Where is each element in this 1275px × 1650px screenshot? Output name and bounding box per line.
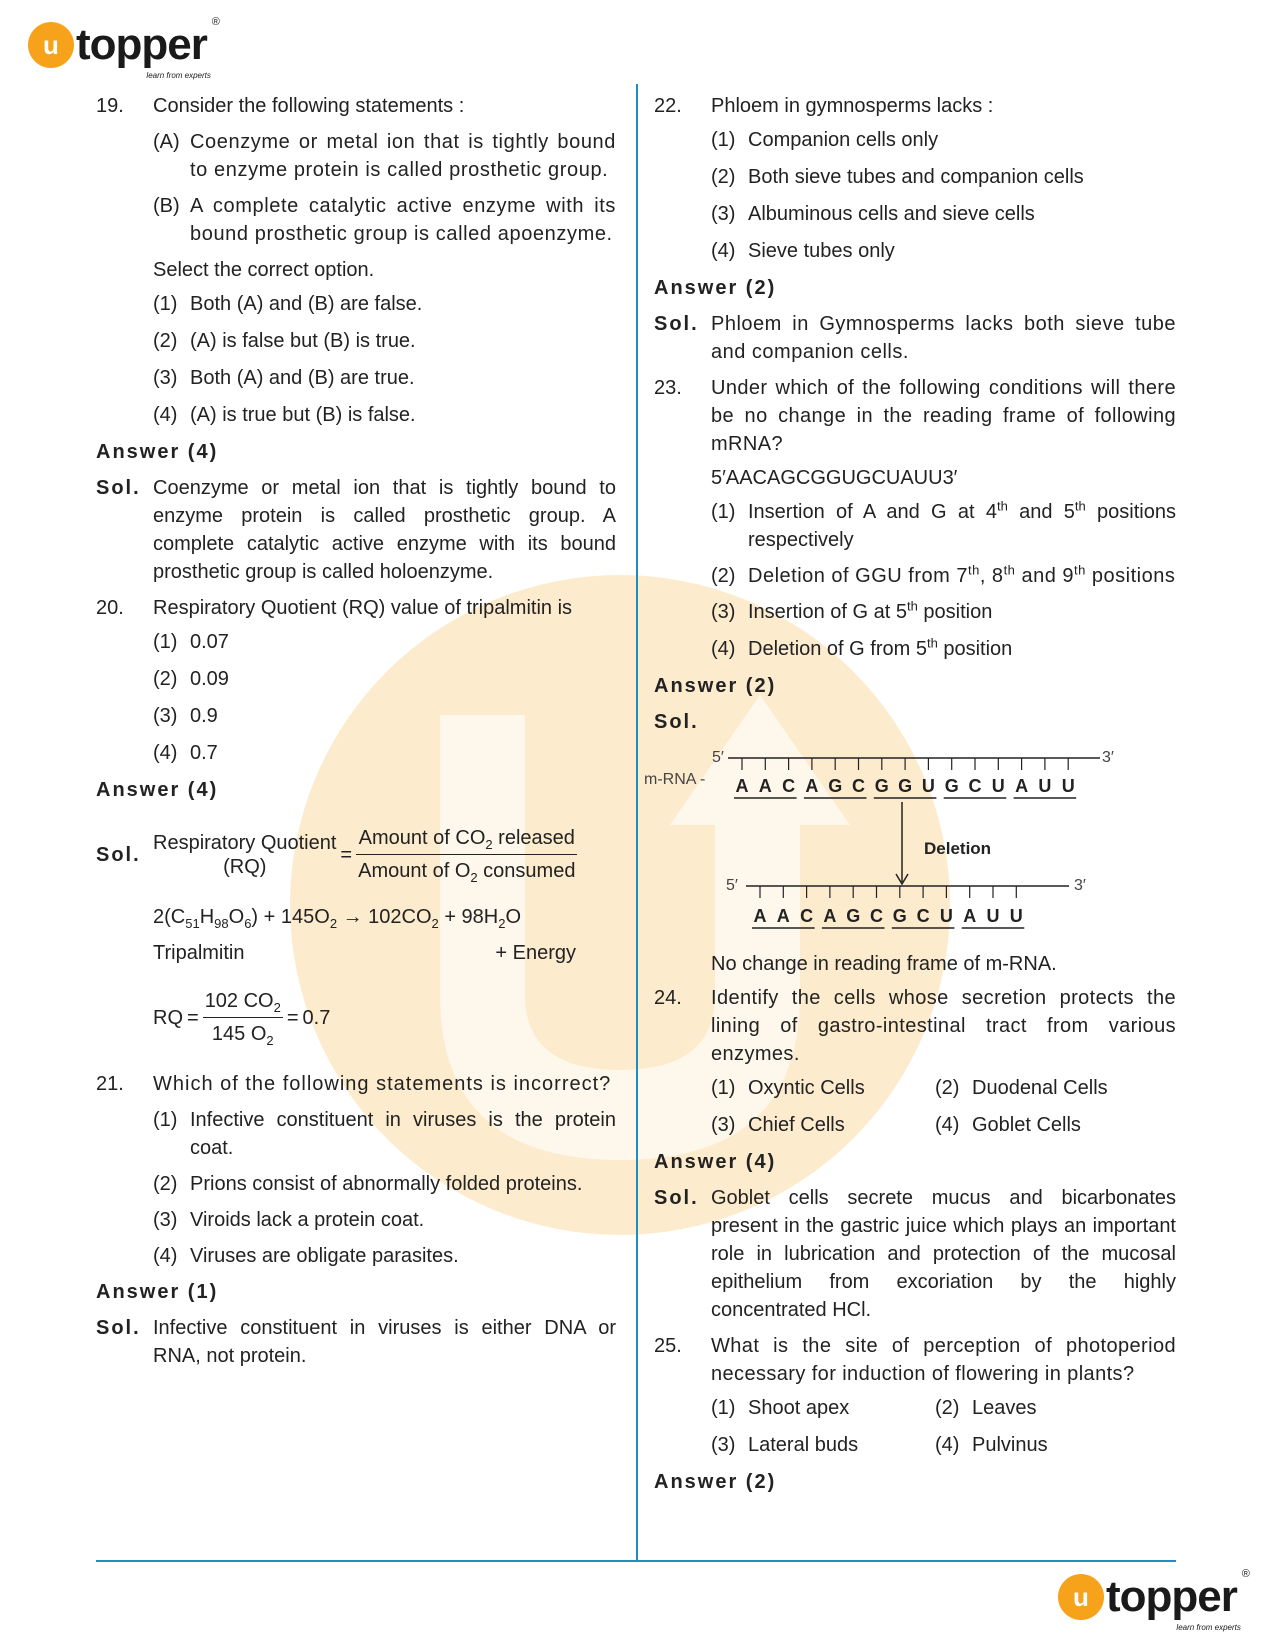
tripalmitin-label: Tripalmitin [153,942,245,964]
option-label: (3) [711,1434,736,1456]
rq-word: RQ [153,1006,183,1029]
question-number: 20. [96,597,124,619]
footer-rule [96,1560,1176,1562]
question-text: What is the site of perception of photoperiod necessary for induction of flowering in plants? [711,1335,1176,1385]
rq-formula: Respiratory Quotient (RQ) = $\frac{Amount of CO_2 released}{Amount of O_2 consumed}$ [153,824,616,885]
solution-label: Sol. [96,843,141,866]
solution-19 [96,474,616,586]
question-number: 21. [96,1073,124,1095]
option [153,702,616,730]
select-instruction: Select the correct option. [153,259,375,281]
option-text: Shoot apex [748,1397,850,1419]
question-19 [96,92,616,120]
question-text: Respiratory Quotient (RQ) value of tripalmitin is [153,597,573,619]
question-text: Phloem in gymnosperms lacks : [711,95,994,117]
top-strand-base: A [805,776,819,796]
option [711,237,1176,265]
bottom-strand-base: C [870,906,883,926]
mrna-deletion-diagram [644,740,1174,950]
option [153,1242,616,1270]
option-text: Sieve tubes only [748,240,895,262]
question-24 [654,984,1176,1068]
option-text: Pulvinus [972,1434,1048,1456]
option [711,163,1176,191]
statement-label: (B) [153,195,180,217]
option [711,126,1176,154]
top-strand-base: A [758,776,772,796]
question-number: 23. [654,377,682,399]
question-text: Identify the cells whose secretion protects the lining of gastro-intestinal tract from various enzymes. [711,987,1176,1065]
option-label: (3) [711,203,736,225]
rq-abbrev: (RQ) [223,855,267,878]
top-strand-base: U [1038,776,1052,796]
question-23 [654,374,1176,458]
option-label: (4) [935,1434,960,1456]
option-text: (A) is true but (B) is false. [190,404,416,426]
solution-24 [654,1184,1176,1324]
question-number: 22. [654,95,682,117]
top-strand-base: C [968,776,982,796]
option-label: (4) [153,404,178,426]
bottom-strand-base: G [892,906,907,926]
question-20 [96,594,616,622]
option-text: 0.7 [190,742,218,764]
solution-text: Phloem in Gymnosperms lacks both sieve tube and companion cells. [711,313,1176,363]
option-text: Leaves [972,1397,1037,1419]
option-text: Insertion of A and G at 4th and 5th positions respectively [748,498,1176,551]
option-text: Goblet Cells [972,1114,1081,1136]
option-label: (1) [153,631,178,653]
option-text: Viruses are obligate parasites. [190,1245,459,1267]
option [711,598,1176,626]
bottom-strand-base: U [1009,906,1023,926]
option-label: (4) [153,1245,178,1267]
option [153,290,616,318]
top-strand-base: C [782,776,796,796]
option [153,665,616,693]
mrna-label: m-RNA - [644,771,706,788]
top-strand-base: G [874,776,889,796]
option [153,628,616,656]
option-text: Duodenal Cells [972,1077,1108,1099]
option [711,635,1176,663]
option-text: Viroids lack a protein coat. [190,1209,425,1231]
answer-19: Answer (4) [96,441,219,463]
brand-name: topper [76,20,207,69]
question-number: 24. [654,987,682,1009]
answer-20: Answer (4) [96,779,219,801]
solution-21 [96,1314,616,1370]
bottom-strand-base: C [800,906,814,926]
option-label: (1) [153,293,178,315]
bottom-strand-base: U [939,906,953,926]
option [153,401,616,429]
solution-22 [654,310,1176,366]
statement-text: A complete catalytic active enzyme with its bound prosthetic group is called apoenzyme. [190,195,616,245]
option [711,498,1176,554]
option-text: Deletion of G from 5th position [748,635,1013,660]
brand-name: topper [1106,1572,1237,1621]
rq-calculation: RQ = $\frac{102 CO_2}{145 O_2}$ = 0.7 [153,987,616,1048]
option [153,1206,616,1234]
bottom-strand-base: A [963,906,977,926]
bottom-strand-base: A [776,906,790,926]
option-label: (2) [711,166,736,188]
option-label: (3) [711,1114,736,1136]
option [153,739,616,767]
option-text: Prions consist of abnormally folded proteins. [190,1173,583,1195]
answer-22: Answer (2) [654,277,777,299]
question-number: 19. [96,95,124,117]
option-row [711,1431,1176,1459]
solution-20 [96,824,616,885]
solution-label: Sol. [654,711,699,733]
registered-mark: ® [211,16,219,28]
reading-frame-conclusion: No change in reading frame of m-RNA. [711,953,1057,975]
answer-21: Answer (1) [96,1281,219,1303]
bottom-strand-base: U [986,906,1000,926]
top-strand-base: A [1015,776,1029,796]
option-label: (2) [153,1173,178,1195]
question-text: Consider the following statements : [153,95,465,117]
question-text: Under which of the following conditions will there be no change in the reading frame of following mRNA? [711,377,1176,455]
rq-label: Respiratory Quotient [153,831,337,854]
option-text: Both (A) and (B) are false. [190,293,423,315]
energy-label: + Energy [495,942,576,964]
option [153,327,616,355]
top-strand-base: A [735,776,749,796]
question-25 [654,1332,1176,1388]
option-text: (A) is false but (B) is true. [190,330,416,352]
option-label: (4) [935,1114,960,1136]
option-label: (2) [153,330,178,352]
option-label: (3) [153,1209,178,1231]
right-column [644,92,1176,1504]
option-text: Both (A) and (B) are true. [190,367,415,389]
option-label: (4) [711,638,736,660]
left-column [96,92,616,1378]
option-text: Lateral buds [748,1434,859,1456]
option-label: (1) [711,129,736,151]
option-label: (3) [153,705,178,727]
mrna-sequence: 5′AACAGCGGUGCUAUU3′ [711,467,958,489]
bottom-strand-base: G [846,906,861,926]
solution-label: Sol. [96,477,141,499]
option-text: Chief Cells [748,1114,845,1136]
brand-logo-footer [1058,1568,1249,1632]
option-text: Albuminous cells and sieve cells [748,203,1035,225]
option-text: Insertion of G at 5th position [748,598,993,623]
brand-logo [28,16,219,80]
option-label: (4) [711,240,736,262]
question-number: 25. [654,1335,682,1357]
option-row [711,1394,1176,1422]
bottom-strand-base: A [823,906,837,926]
bottom-strand-base: C [916,906,930,926]
option-label: (1) [711,1397,736,1419]
five-prime-bottom: 5′ [726,877,738,894]
option [711,200,1176,228]
brand-tagline: learn from experts [146,71,211,80]
statement-text: Coenzyme or metal ion that is tightly bound to enzyme protein is called prosthetic group. [190,131,616,181]
brand-mark-icon: u [1058,1574,1104,1620]
rq-calc-fraction: $\frac{102 CO_2}{145 O_2}$ [203,987,283,1048]
option-text: Both sieve tubes and companion cells [748,166,1084,188]
top-strand-base: U [1061,776,1075,796]
answer-23: Answer (2) [654,675,777,697]
option-text: 0.9 [190,705,218,727]
option-text: 0.07 [190,631,229,653]
question-21 [96,1070,616,1098]
answer-25: Answer (2) [654,1471,777,1493]
option-label: (2) [935,1077,960,1099]
deletion-label: Deletion [924,839,992,858]
option-row [711,1074,1176,1102]
option [153,1170,616,1198]
top-strand-base: U [991,776,1005,796]
option-row [711,1111,1176,1139]
top-strand-base: C [852,776,865,796]
option [711,562,1176,590]
tripalmitin-equation: $2(C_{51}H_{98}O_6) + 145O_2 \to 102CO_2 + 98H_2O$ [153,906,522,931]
option-label: (1) [711,501,736,523]
three-prime-bottom: 3′ [1074,877,1086,894]
rq-fraction: $\frac{Amount of CO_2 released}{Amount of O_2 consumed}$ [356,824,577,885]
top-strand-base: G [898,776,913,796]
option-text: 0.09 [190,668,229,690]
option-label: (2) [935,1397,960,1419]
statement-b [153,192,616,248]
brand-tagline: learn from experts [1176,1623,1241,1632]
solution-text: Goblet cells secrete mucus and bicarbonates present in the gastric juice which plays an important role in lubrication and protection of the mucosal epithelium from excoriation by the highly concentrated HCl. [711,1187,1176,1321]
option [153,364,616,392]
brand-mark-icon: u [28,22,74,68]
rq-result: 0.7 [302,1006,331,1029]
three-prime-top: 3′ [1102,749,1114,766]
solution-text: Coenzyme or metal ion that is tightly bound to enzyme protein is called prosthetic group. A complete catalytic active enzyme with its bound prosthetic group is called holoenzyme. [153,477,616,583]
answer-24: Answer (4) [654,1151,777,1173]
option-label: (3) [153,367,178,389]
option-text: Deletion of GGU from 7th, 8th and 9th positions [748,562,1176,587]
option-text: Companion cells only [748,129,939,151]
statement-label: (A) [153,131,180,153]
bottom-strand-base: A [753,906,767,926]
solution-text: Infective constituent in viruses is either DNA or RNA, not protein. [153,1317,616,1367]
option-label: (1) [153,1109,178,1131]
top-strand-base: U [921,776,935,796]
registered-mark: ® [1241,1568,1249,1580]
solution-label: Sol. [654,1187,699,1209]
top-strand-base: G [944,776,959,796]
option-text: Infective constituent in viruses is the protein coat. [190,1109,616,1159]
option-label: (1) [711,1077,736,1099]
question-22 [654,92,1176,120]
option-text: Oxyntic Cells [748,1077,865,1099]
option-label: (4) [153,742,178,764]
column-divider [636,84,638,1560]
question-text: Which of the following statements is incorrect? [153,1073,612,1095]
top-strand-base: G [828,776,843,796]
option-label: (2) [711,565,736,587]
solution-label: Sol. [654,313,699,335]
statement-a [153,128,616,184]
option [153,1106,616,1162]
solution-label: Sol. [96,1317,141,1339]
five-prime-top: 5′ [712,749,724,766]
option-label: (2) [153,668,178,690]
option-label: (3) [711,601,736,623]
